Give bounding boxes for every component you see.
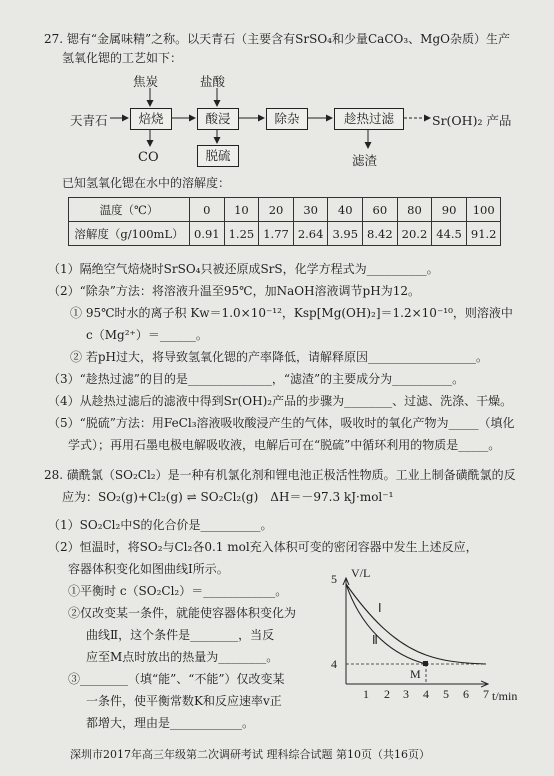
table-cell: 91.2 bbox=[466, 222, 501, 246]
product-label: Sr(OH)₂ 产品 bbox=[432, 113, 512, 128]
table-cell: 10 bbox=[224, 198, 259, 222]
table-cell: 溶解度（g/100mL） bbox=[69, 222, 190, 246]
output-residue: 滤渣 bbox=[352, 153, 378, 168]
point-m-label: M bbox=[410, 667, 421, 681]
curve-2-label: Ⅱ bbox=[372, 633, 378, 647]
page-footer: 深圳市2017年高三年级第二次调研考试 理科综合试题 第10页（共16页） bbox=[70, 748, 430, 761]
q28-sub1: ①平衡时 c（SO₂Cl₂）＝____________。 bbox=[68, 584, 288, 598]
q28-part2b: 容器体积变化如图曲线Ⅰ所示。 bbox=[68, 562, 229, 576]
q27-intro-line1: 27. 锶有“金属味精”之称。以天青石（主要含有SrSO₄和少量CaCO₃、MgO杂质）生产 bbox=[44, 32, 510, 46]
q28-intro-line2: 应为：SO₂(g)+Cl₂(g) ⇌ SO₂Cl₂(g) ΔH＝－97.3 kJ·mol⁻¹ bbox=[62, 490, 394, 504]
q28-sub3c: 都增大，理由是____________。 bbox=[86, 716, 255, 730]
table-cell: 100 bbox=[466, 198, 501, 222]
q27-part2-sub1: ① 95℃时水的离子积 Kw＝1.0×10⁻¹²，Ksp[Mg(OH)₂]＝1.2×10⁻¹⁰，则溶液中 bbox=[70, 306, 513, 320]
curve-1-label: Ⅰ bbox=[378, 601, 382, 615]
input-coke: 焦炭 bbox=[133, 74, 159, 89]
input-acid: 盐酸 bbox=[200, 74, 226, 89]
desulf-box: 脱硫 bbox=[197, 145, 239, 167]
x-tick: 3 bbox=[403, 687, 409, 701]
q27-part2: （2）“除杂”方法：将溶液升温至95℃，加NaOH溶液调节pH为12。 bbox=[48, 284, 420, 298]
q27-part4: （4）从趁热过滤后的滤液中得到Sr(OH)₂产品的步骤为________、过滤、洗涤、干燥。 bbox=[48, 394, 513, 408]
q28-sub2b: 曲线Ⅱ，这个条件是________，当反 bbox=[86, 628, 275, 642]
table-cell: 3.95 bbox=[328, 222, 363, 246]
table-cell: 80 bbox=[397, 198, 432, 222]
q27-part5: （5）“脱硫”方法：用FeCl₃溶液吸收酸浸产生的气体，吸收时的氧化产物为_____（填化 bbox=[48, 416, 515, 430]
table-cell: 40 bbox=[328, 198, 363, 222]
y-tick-5: 5 bbox=[331, 572, 337, 586]
table-cell: 44.5 bbox=[432, 222, 467, 246]
step-purify-box: 除杂 bbox=[266, 108, 308, 130]
curve-2 bbox=[346, 584, 426, 664]
x-axis-label: t/min bbox=[492, 689, 518, 703]
y-tick-4: 4 bbox=[331, 657, 337, 671]
table-cell: 0 bbox=[190, 198, 225, 222]
q27-part2-sub2: ② 若pH过大，将导致氢氧化锶的产率降低，请解释原因__________________。 bbox=[70, 350, 488, 364]
table-cell: 0.91 bbox=[190, 222, 225, 246]
output-co: CO bbox=[138, 150, 159, 165]
q27-part1: （1）隔绝空气焙烧时SrSO₄只被还原成SrS，化学方程式为__________。 bbox=[48, 262, 439, 276]
table-cell: 90 bbox=[432, 198, 467, 222]
q28-sub3: ③________（填“能”、“不能”）仅改变某 bbox=[68, 672, 285, 686]
table-cell: 20 bbox=[259, 198, 294, 222]
q27-intro-line2: 氢氧化锶的工艺如下： bbox=[62, 51, 183, 65]
raw-material: 天青石 bbox=[70, 113, 108, 128]
x-tick: 2 bbox=[384, 687, 390, 701]
x-tick: 7 bbox=[483, 687, 489, 701]
step-leach-box: 酸浸 bbox=[197, 108, 239, 130]
point-m-marker bbox=[423, 661, 428, 666]
table-caption: 已知氢氧化锶在水中的溶解度： bbox=[62, 176, 231, 190]
table-cell: 20.2 bbox=[397, 222, 432, 246]
q28-part1: （1）SO₂Cl₂中S的化合价是__________。 bbox=[48, 518, 273, 532]
q28-sub2: ②仅改变某一条件，就能使容器体积变化为 bbox=[68, 606, 297, 620]
q27-part2-sub1b: c（Mg²⁺）＝______。 bbox=[86, 328, 208, 342]
x-tick: 5 bbox=[443, 687, 449, 701]
table-cell: 1.77 bbox=[259, 222, 294, 246]
q27-part5b: 学式）；再用石墨电极电解吸收液，电解后可在“脱硫”中循环利用的物质是_____。 bbox=[68, 438, 501, 452]
x-tick: 6 bbox=[463, 687, 469, 701]
y-axis-label: V/L bbox=[351, 566, 371, 580]
x-tick: 4 bbox=[423, 687, 429, 701]
table-cell: 30 bbox=[293, 198, 328, 222]
table-cell: 8.42 bbox=[363, 222, 398, 246]
table-cell: 1.25 bbox=[224, 222, 259, 246]
q28-part2: （2）恒温时，将SO₂与Cl₂各0.1 mol充入体积可变的密闭容器中发生上述反应， bbox=[48, 540, 478, 554]
x-tick: 1 bbox=[363, 687, 369, 701]
step-filter-box: 趁热过滤 bbox=[334, 108, 404, 130]
q28-sub3b: 一条件，使平衡常数K和反应速率v正 bbox=[86, 694, 282, 708]
q28-intro-line1: 28. 磺酰氯（SO₂Cl₂）是一种有机氯化剂和锂电池正极活性物质。工业上制备磺酰氯的反 bbox=[44, 468, 516, 482]
table-cell: 温度（℃） bbox=[69, 198, 190, 222]
q27-part3: （3）“趁热过滤”的目的是______________，“滤渣”的主要成分为__________。 bbox=[48, 372, 465, 386]
step-roast-box: 焙烧 bbox=[130, 108, 172, 130]
table-cell: 2.64 bbox=[293, 222, 328, 246]
table-cell: 60 bbox=[363, 198, 398, 222]
q28-sub2c: 应至M点时放出的热量为________。 bbox=[86, 650, 279, 664]
